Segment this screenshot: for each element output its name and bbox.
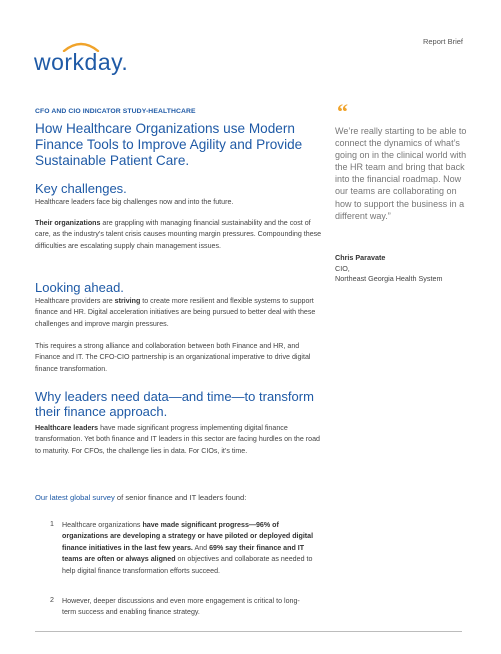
survey-intro (35, 492, 355, 503)
quote-author-name: Chris Paravate (335, 253, 386, 262)
paragraph: Healthcare leaders have made significant progress implementing digital finance transformation. Yet both finance and IT leaders in this sector are facing hurdles on the road to maturity. For CFOs, the challenge lies in data. For CIOs, it’s time. (35, 424, 320, 455)
footer-divider (35, 631, 462, 632)
paragraph: Healthcare providers are striving to create more resilient and flexible systems to support finance and HR. Digital acceleration initiatives are being pursued to better deal with these challenges and improve margin pressures. (35, 297, 316, 328)
quote-author-organization: Northeast Georgia Health System (335, 274, 443, 283)
emphasis: Their organizations (35, 219, 101, 227)
paragraph: Healthcare leaders face big challenges now and into the future. (35, 198, 234, 206)
page-title: How Healthcare Organizations use Modern Finance Tools to Improve Agility and Provide Sustainable Patient Care. (35, 121, 303, 168)
emphasis: Healthcare leaders (35, 424, 99, 432)
section-heading-looking-ahead: Looking ahead. (35, 280, 124, 295)
workday-logo (34, 40, 134, 76)
list-number: 2 (50, 596, 54, 604)
logo-wordmark: workday. (34, 49, 129, 75)
paragraph: This requires a strong alliance and collaboration between both Finance and HR, and Finance and IT. The CFO-CIO partnership is an organizational imperative to drive digital finance transformation. (35, 342, 311, 373)
list-item: Healthcare organizations have made significant progress—96% of organizations are developing a strategy or have piloted or deployed digital finance initiatives in the last few years. And 69% say their finance and IT teams are often or always aligned on objectives and collaborate as needed to help digital finance transformation efforts succeed. (62, 521, 314, 575)
emphasis: have made significant progress—96% of organizations are developing a strategy or have piloted or deployed digital finance initiatives in the last few years. (62, 521, 314, 552)
survey-intro-text: of senior finance and IT leaders found: (114, 493, 247, 502)
section-heading-why-leaders: Why leaders need data—and time—to transform their finance approach. (35, 389, 314, 419)
paragraph: Their organizations are grappling with managing financial sustainability and the cost of care, as the industry’s talent crisis causes mounting margin pressures. Compounding these difficulties are escalating supply chain management issues. (35, 219, 322, 250)
kicker: CFO AND CIO INDICATOR STUDY-HEALTHCARE (35, 108, 196, 115)
list-item: However, deeper discussions and even more engagement is critical to long-term success and enabling finance strategy. (62, 597, 300, 617)
section-heading-key-challenges: Key challenges. (35, 181, 127, 196)
survey-link[interactable]: Our latest global survey (35, 493, 115, 502)
quote-author-title: CIO, (335, 264, 350, 273)
list-number: 1 (50, 520, 54, 528)
emphasis: 69% say their finance and IT teams are often or always aligned (62, 543, 305, 564)
quote-mark-icon: “ (337, 99, 348, 124)
emphasis: striving (114, 297, 141, 305)
report-type-label: Report Brief (422, 37, 463, 46)
pull-quote-text: We’re really starting to be able to connect the dynamics of what’s going on in the clinical world with the HR team and bring that back into the financial roadmap. Now our teams are collaborating on how to support the business in a different way.” (335, 126, 467, 221)
